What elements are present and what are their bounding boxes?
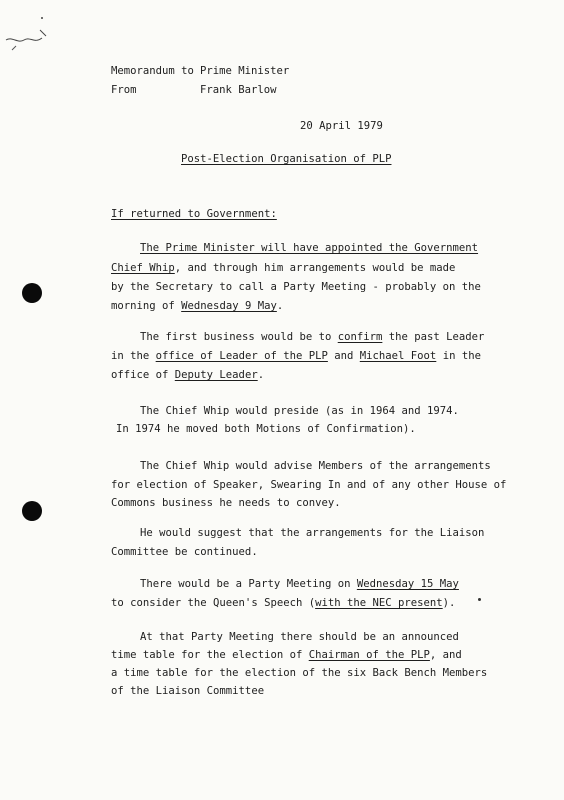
p1-line2-rest: , and through him arrangements would be made [174, 262, 456, 274]
p6-nec-present: with the NEC present [315, 597, 443, 609]
p6-line1-start: There would be a Party Meeting on [140, 578, 357, 590]
p2-line1-end: the past Leader [382, 331, 485, 343]
p2-line2-start: in the [111, 350, 156, 362]
p6-meeting-date: Wednesday 15 May [356, 578, 459, 590]
p7-line1: At that Party Meeting there should be an announced [140, 631, 459, 643]
punch-hole-bottom [22, 501, 42, 521]
p4-line2: for election of Speaker, Swearing In and of any other House of [111, 479, 507, 491]
p6-line2-end: ). [442, 597, 456, 609]
section-heading: If returned to Government: [111, 208, 277, 220]
p1-meeting-date: Wednesday 9 May [181, 300, 277, 312]
p2-confirm: confirm [337, 331, 383, 343]
p1-line2 [111, 262, 455, 275]
handwritten-mark [2, 10, 52, 54]
p2-michael-foot: Michael Foot [359, 350, 437, 362]
p2-leader-office: office of Leader of the PLP [155, 350, 328, 362]
p2-line3-start: office of [111, 369, 175, 381]
p1-line4 [111, 300, 283, 313]
p4-line3: Commons business he needs to convey. [111, 497, 341, 509]
p1-line1: The Prime Minister will have appointed the Government [140, 242, 479, 254]
p7-line2-end: , and [429, 649, 462, 661]
p1-line4-start: morning of [111, 300, 182, 312]
punch-hole-top [22, 283, 42, 303]
p7-chairman: Chairman of the PLP [308, 649, 430, 661]
p2-line3 [111, 369, 264, 382]
p1-chief-whip: Chief Whip [111, 262, 175, 274]
p7-line2-start: time table for the election of [111, 649, 309, 661]
p6-line2-start: to consider the Queen's Speech ( [111, 597, 316, 609]
document-title: Post-Election Organisation of PLP [181, 153, 392, 165]
p3-line1: The Chief Whip would preside (as in 1964 and 1974. [140, 405, 459, 417]
p2-line2-end: in the [436, 350, 481, 362]
p5-line1: He would suggest that the arrangements for the Liaison [140, 527, 485, 539]
p7-line4: of the Liaison Committee [111, 685, 265, 697]
p1-line4-end: . [276, 300, 284, 312]
p2-line3-end: . [257, 369, 265, 381]
from-label: From [111, 84, 137, 96]
memo-to-label: Memorandum to [111, 65, 194, 77]
memo-to-value: Prime Minister [200, 65, 290, 77]
from-value: Frank Barlow [200, 84, 277, 96]
speck [478, 598, 481, 601]
p3-line2: In 1974 he moved both Motions of Confirmation). [116, 423, 416, 435]
p1-line3: by the Secretary to call a Party Meeting - probably on the [111, 281, 481, 293]
p7-line2 [111, 649, 462, 662]
p7-line3: a time table for the election of the six Back Bench Members [111, 667, 488, 679]
p2-line2 [111, 350, 481, 363]
p2-line1 [140, 331, 484, 344]
p2-deputy-leader: Deputy Leader [174, 369, 258, 381]
memo-date: 20 April 1979 [300, 120, 383, 132]
p6-line2 [111, 597, 455, 610]
p5-line2: Committee be continued. [111, 546, 258, 558]
p2-line1-start: The first business would be to [140, 331, 338, 343]
p6-line1 [140, 578, 459, 591]
p2-line2-and: and [327, 350, 360, 362]
p4-line1: The Chief Whip would advise Members of the arrangements [140, 460, 491, 472]
